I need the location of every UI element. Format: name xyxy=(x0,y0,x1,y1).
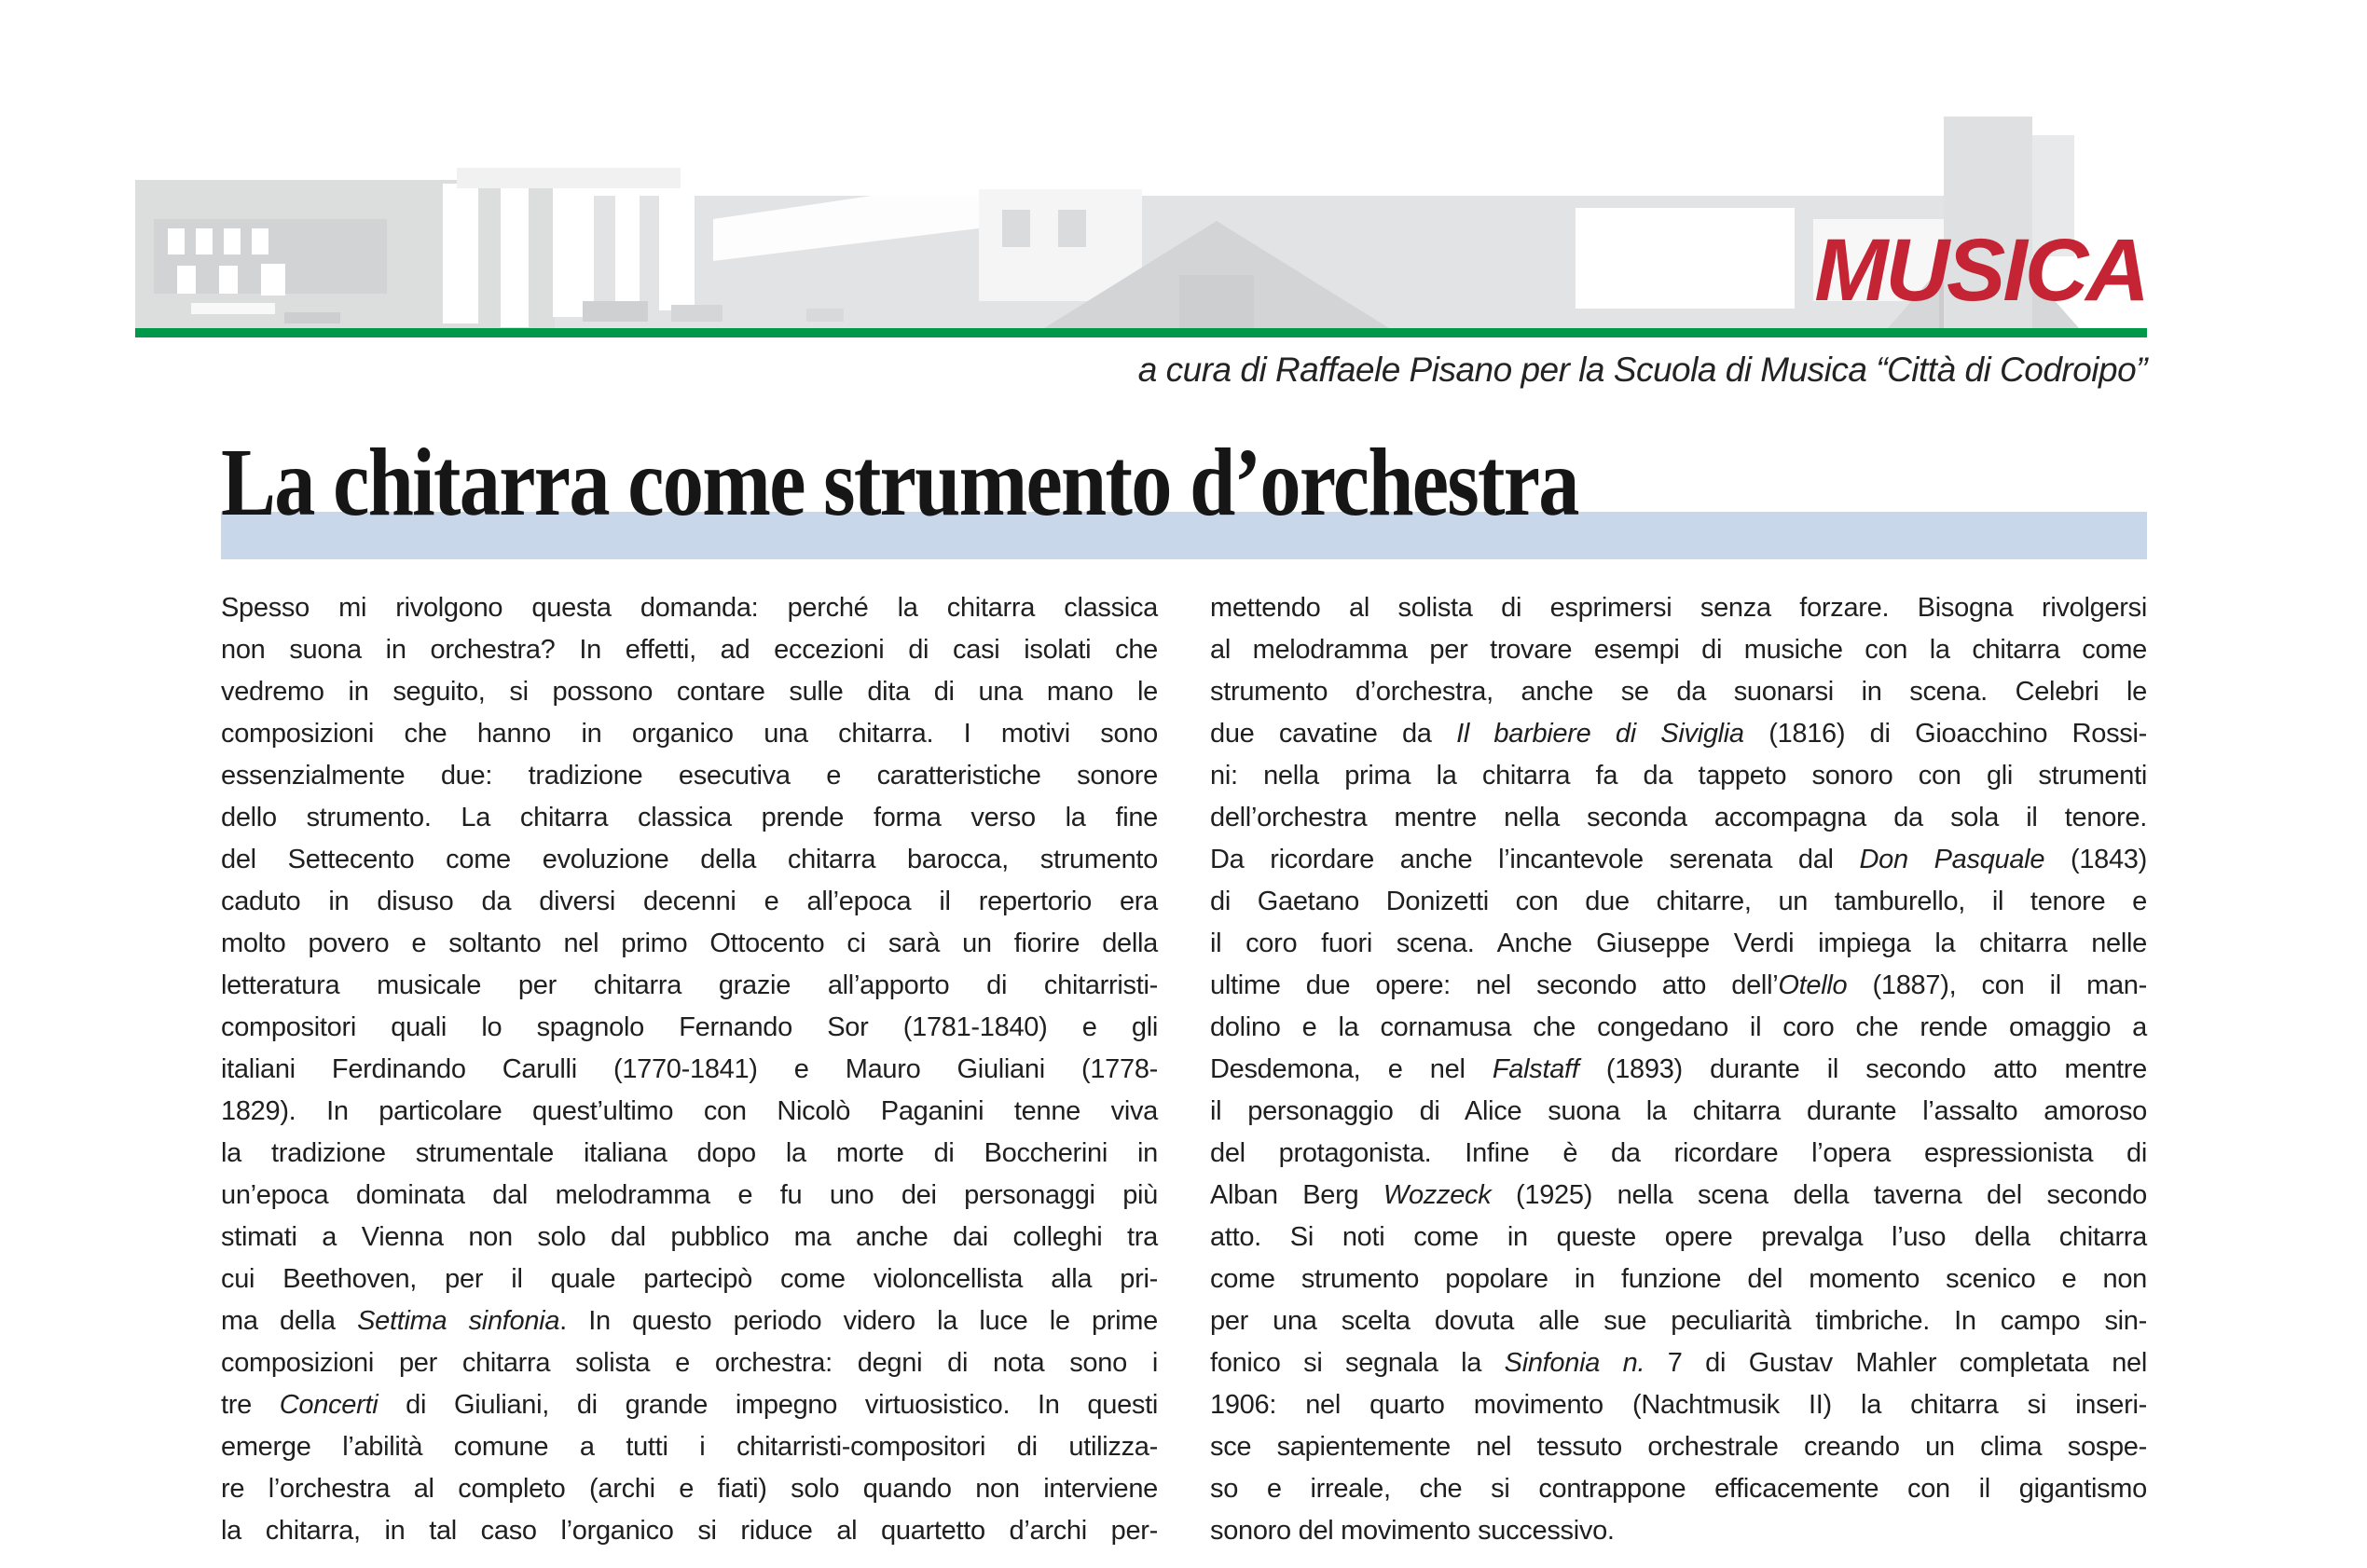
text-line: tre Concerti di Giuliani, di grande impegno virtuosistico. In questi xyxy=(221,1390,1159,1420)
text-line: cui Beethoven, per il quale partecipò come violoncellista alla pri- xyxy=(221,1264,1158,1294)
text-line: del Settecento come evoluzione della chitarra barocca, strumento xyxy=(221,845,1158,874)
text-line: letteratura musicale per chitarra grazie all’apporto di chitarristi- xyxy=(221,970,1158,1000)
text-line: il personaggio di Alice suona la chitarra durante l’assalto amoroso xyxy=(1210,1096,2147,1126)
text-line: Desdemona, e nel Falstaff (1893) durante il secondo atto mentre xyxy=(1210,1054,2147,1084)
text-line: due cavatine da Il barbiere di Siviglia (1816) di Gioacchino Rossi- xyxy=(1210,719,2147,749)
text-line: essenzialmente due: tradizione esecutiva e caratteristiche sonore xyxy=(221,761,1158,791)
article-body xyxy=(221,587,2147,1552)
text-line: 1829). In particolare quest’ultimo con Nicolò Paganini tenne viva xyxy=(221,1096,1158,1126)
green-rule-divider xyxy=(135,328,2147,337)
text-line: 1906: nel quarto movimento (Nachtmusik II) la chitarra si inseri- xyxy=(1210,1390,2147,1420)
article-column-right xyxy=(1210,587,2147,1552)
section-label-musica: MUSICA xyxy=(1814,221,2147,320)
article-title: La chitarra come strumento d’orchestra xyxy=(221,429,1578,536)
text-line: un’epoca dominata dal melodramma e fu uno dei personaggi più xyxy=(221,1180,1158,1210)
text-line: molto povero e soltanto nel primo Ottocento ci sarà un fiorire della xyxy=(221,928,1158,958)
text-line: emerge l’abilità comune a tutti i chitarristi-compositori di utilizza- xyxy=(221,1432,1158,1462)
text-line: dell’orchestra mentre nella seconda accompagna da sola il tenore. xyxy=(1210,803,2147,832)
text-line: Da ricordare anche l’incantevole serenata dal Don Pasquale (1843) xyxy=(1210,845,2147,874)
text-line: di Gaetano Donizetti con due chitarre, un tamburello, il tenore e xyxy=(1210,887,2147,916)
text-line: ni: nella prima la chitarra fa da tappeto sonoro con gli strumenti xyxy=(1210,761,2147,791)
text-line: la tradizione strumentale italiana dopo la morte di Boccherini in xyxy=(221,1138,1158,1168)
text-line: dolino e la cornamusa che congedano il coro che rende omaggio a xyxy=(1210,1012,2147,1042)
text-line: Alban Berg Wozzeck (1925) nella scena della taverna del secondo xyxy=(1210,1180,2147,1210)
text-line: compositori quali lo spagnolo Fernando Sor (1781-1840) e gli xyxy=(221,1012,1158,1042)
text-line: vedremo in seguito, si possono contare sulle dita di una mano le xyxy=(221,677,1158,707)
text-line: sce sapientemente nel tessuto orchestrale creando un clima sospe- xyxy=(1210,1432,2147,1462)
text-line: Spesso mi rivolgono questa domanda: perché la chitarra classica xyxy=(221,593,1158,623)
article-column-left xyxy=(221,587,1158,1552)
text-line: ma della Settima sinfonia. In questo periodo videro la luce le prime xyxy=(221,1306,1158,1336)
text-line: composizioni che hanno in organico una chitarra. I motivi sono xyxy=(221,719,1158,749)
text-line: re l’orchestra al completo (archi e fiati) solo quando non interviene xyxy=(221,1474,1158,1504)
text-line: ultime due opere: nel secondo atto dell’Otello (1887), con il man- xyxy=(1210,970,2147,1000)
text-line: dello strumento. La chitarra classica prende forma verso la fine xyxy=(221,803,1158,832)
text-line: stimati a Vienna non solo dal pubblico ma anche dai colleghi tra xyxy=(221,1222,1158,1252)
text-line: il coro fuori scena. Anche Giuseppe Verdi impiega la chitarra nelle xyxy=(1210,928,2147,958)
text-line: per una scelta dovuta alle sue peculiarità timbriche. In campo sin- xyxy=(1210,1306,2147,1336)
text-line: fonico si segnala la Sinfonia n. 7 di Gustav Mahler completata nel xyxy=(1210,1348,2147,1378)
text-line: al melodramma per trovare esempi di musiche con la chitarra come xyxy=(1210,635,2147,665)
byline: a cura di Raffaele Pisano per la Scuola di Musica “Città di Codroipo” xyxy=(1137,351,2147,389)
text-line: mettendo al solista di esprimersi senza forzare. Bisogna rivolgersi xyxy=(1210,593,2147,623)
text-line: strumento d’orchestra, anche se da suonarsi in scena. Celebri le xyxy=(1210,677,2147,707)
text-line: sonoro del movimento successivo. xyxy=(1210,1516,1615,1546)
text-line: del protagonista. Infine è da ricordare l’opera espressionista di xyxy=(1210,1138,2147,1168)
text-line: composizioni per chitarra solista e orchestra: degni di nota sono i xyxy=(221,1348,1158,1378)
text-line: non suona in orchestra? In effetti, ad eccezioni di casi isolati che xyxy=(221,635,1158,665)
text-line: la chitarra, in tal caso l’organico si riduce al quartetto d’archi per- xyxy=(221,1516,1158,1546)
text-line: come strumento popolare in funzione del momento scenico e non xyxy=(1210,1264,2147,1294)
text-line: so e irreale, che si contrappone efficacemente con il gigantismo xyxy=(1210,1474,2147,1504)
text-line: caduto in disuso da diversi decenni e all’epoca il repertorio era xyxy=(221,887,1158,916)
text-line: atto. Si noti come in queste opere prevalga l’uso della chitarra xyxy=(1210,1222,2147,1252)
text-line: italiani Ferdinando Carulli (1770-1841) e Mauro Giuliani (1778- xyxy=(221,1054,1158,1084)
